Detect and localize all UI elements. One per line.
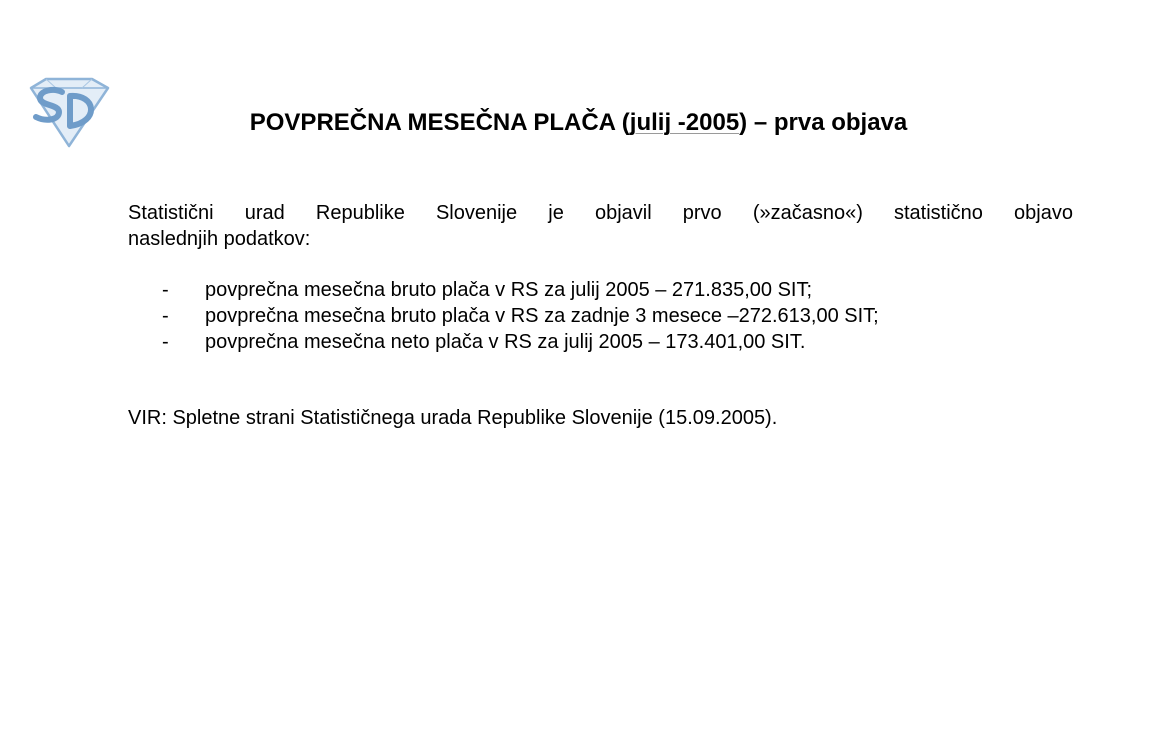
- intro-line-1: Statistični urad Republike Slovenije je objavil prvo (»začasno«) statistično objavo: [128, 202, 1073, 224]
- list-bullet: -: [162, 279, 169, 301]
- title-prefix: POVPREČNA MESEČNA PLAČA (: [249, 109, 630, 136]
- list-item-text: povprečna mesečna neto plača v RS za julij 2005 – 173.401,00 SIT.: [205, 331, 806, 353]
- list-item: [128, 277, 1073, 303]
- title-suffix: ) – prva objava: [739, 109, 908, 136]
- list-item: [128, 329, 1073, 355]
- list-item: [128, 303, 1073, 329]
- title-date: julij -2005: [629, 109, 740, 136]
- data-list: [128, 277, 1073, 355]
- page-title: [0, 108, 1157, 138]
- intro-paragraph: [128, 200, 1073, 252]
- list-item-text: povprečna mesečna bruto plača v RS za julij 2005 – 271.835,00 SIT;: [205, 279, 813, 301]
- source-note: VIR: Spletne strani Statističnega urada Republike Slovenije (15.09.2005).: [128, 407, 778, 429]
- list-bullet: -: [162, 331, 169, 353]
- list-bullet: -: [162, 305, 169, 327]
- intro-line-2: naslednjih podatkov:: [128, 228, 311, 250]
- list-item-text: povprečna mesečna bruto plača v RS za zadnje 3 mesece –272.613,00 SIT;: [205, 305, 879, 327]
